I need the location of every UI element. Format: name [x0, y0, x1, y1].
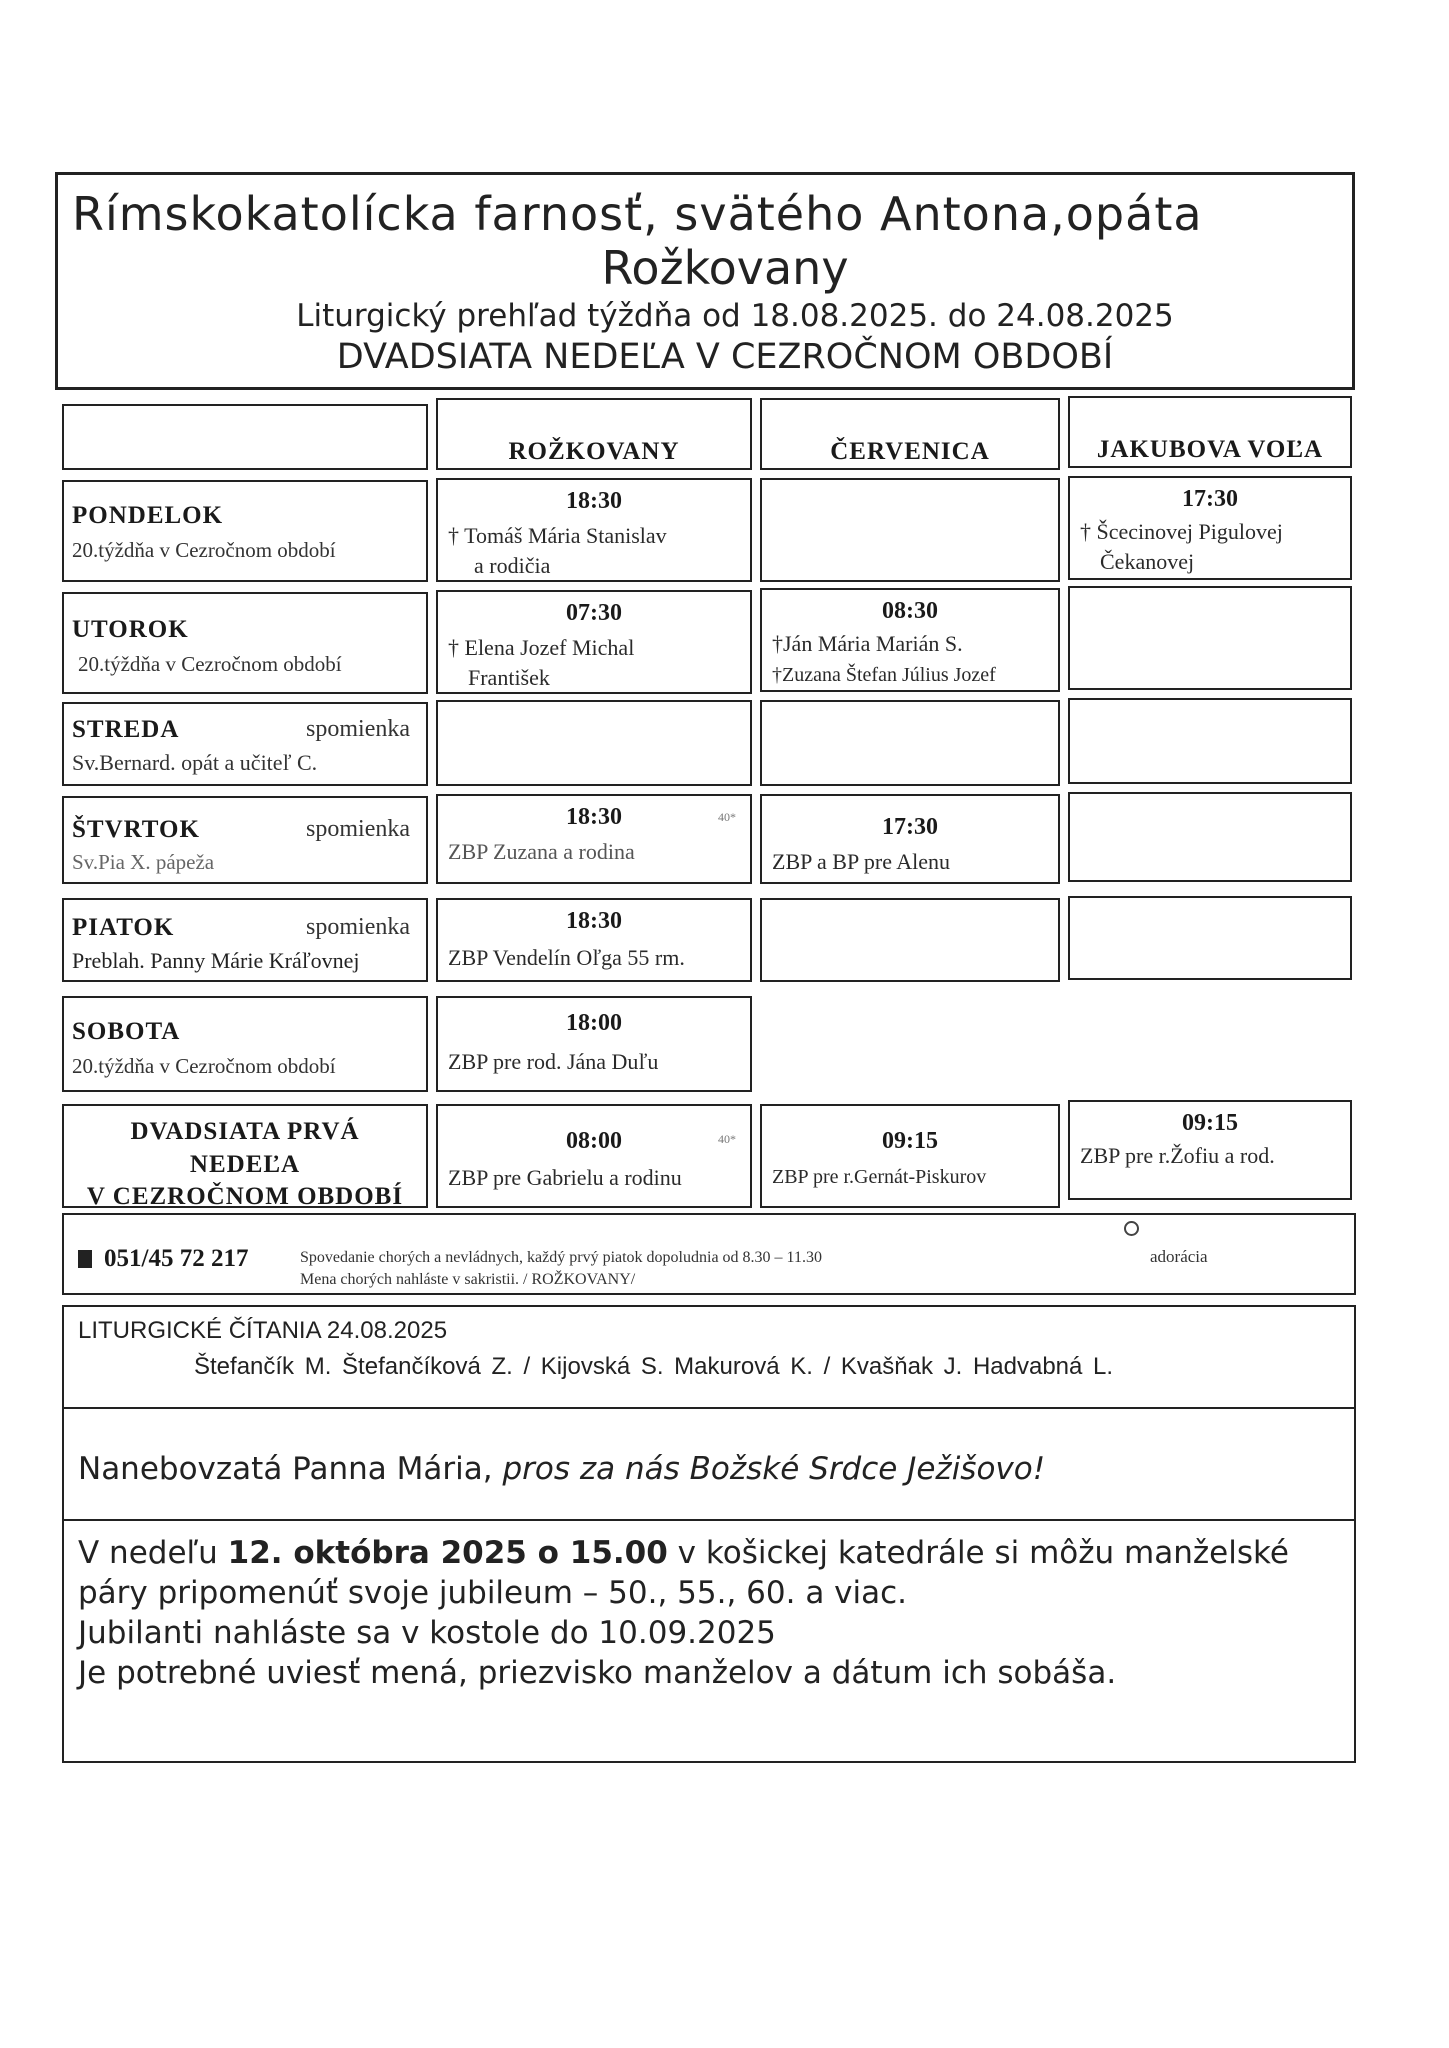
mass-cell-sunday-jakubova-vola: [1068, 1100, 1352, 1200]
day-note: spomienka: [306, 914, 410, 940]
adoration-label: adorácia: [1150, 1247, 1208, 1266]
divider: [64, 1519, 1354, 1521]
corner-cell: [62, 404, 428, 470]
mass-cell-thursday-jakubova-vola: [1068, 792, 1352, 882]
mass-intention: ZBP pre rod. Jána Duľu: [448, 1049, 659, 1074]
parish-title: Rímskokatolícka farnosť, svätého Antona,opáta: [72, 187, 1203, 241]
mass-cell-sunday-cervenica: [760, 1104, 1060, 1208]
mass-cell-friday-rozkovany: [436, 898, 752, 982]
day-cell-monday: [62, 480, 428, 582]
mass-cell-friday-cervenica: [760, 898, 1060, 982]
divider: [64, 1407, 1354, 1409]
day-subtitle: 20.týždňa v Cezročnom období: [72, 538, 336, 562]
town-title: Rožkovany: [601, 241, 849, 295]
attendance-note: 40*: [718, 810, 736, 824]
day-cell-sunday: [62, 1104, 428, 1208]
day-name: ŠTVRTOK: [72, 816, 200, 843]
column-header-cervenica: [760, 398, 1060, 470]
mass-intention: †Ján Mária Marián S.: [772, 631, 963, 656]
announcement-text: V nedeľu: [78, 1535, 228, 1571]
mass-intention-continued: František: [468, 665, 550, 690]
day-subtitle: 20.týždňa v Cezročnom období: [78, 652, 342, 676]
contact-box: [62, 1213, 1356, 1295]
day-cell-saturday: [62, 996, 428, 1092]
day-name: STREDA: [72, 716, 180, 743]
mass-time: 08:00: [566, 1128, 622, 1154]
phone-line: [78, 1245, 248, 1273]
sunday-name-line: DVADSIATA PRVÁ: [130, 1118, 360, 1145]
circle-icon: [1124, 1221, 1139, 1236]
mass-cell-sunday-rozkovany: [436, 1104, 752, 1208]
column-header-jakubova-vola: [1068, 396, 1352, 468]
day-subtitle: Sv.Bernard. opát a učiteľ C.: [72, 750, 318, 775]
mass-intention-continued: Čekanovej: [1100, 549, 1195, 574]
week-overview: Liturgický prehľad týždňa od 18.08.2025. do 24.08.2025: [296, 298, 1174, 334]
week-title: DVADSIATA NEDEĽA V CEZROČNOM OBDOBÍ: [336, 337, 1114, 377]
mass-cell-wednesday-jakubova-vola: [1068, 698, 1352, 784]
readers-list: Štefančík M. Štefančíková Z. / Kijovská S. Makurová K. / Kvašňak J. Hadvabná L.: [194, 1353, 1114, 1380]
column-header-label: ROŽKOVANY: [508, 438, 680, 465]
mass-intention: ZBP pre r.Žofiu a rod.: [1080, 1143, 1275, 1168]
mass-intention: † Tomáš Mária Stanislav: [448, 523, 667, 548]
column-header-label: JAKUBOVA VOĽA: [1096, 436, 1324, 463]
confession-note: Spovedanie chorých a nevládnych, každý prvý piatok dopoludnia od 8.30 – 11.30: [300, 1249, 822, 1266]
mass-intention: † Šcecinovej Pigulovej: [1080, 519, 1283, 544]
attendance-note: 40*: [718, 1132, 736, 1146]
mass-intention-continued: a rodičia: [474, 553, 551, 578]
day-note: spomienka: [306, 716, 410, 742]
sunday-name-line: NEDEĽA: [189, 1150, 301, 1178]
mass-cell-monday-jakubova-vola: [1068, 476, 1352, 580]
mass-cell-thursday-cervenica: [760, 794, 1060, 884]
sunday-name: [64, 1116, 426, 1214]
day-subtitle: 20.týždňa v Cezročnom období: [72, 1054, 336, 1078]
parish-header: [55, 172, 1355, 390]
day-subtitle: Sv.Pia X. pápeža: [72, 850, 215, 874]
day-name: UTOROK: [72, 616, 189, 643]
readings-title: LITURGICKÉ ČÍTANIA 24.08.2025: [78, 1317, 448, 1344]
mass-time: 09:15: [882, 1128, 938, 1154]
day-name: PONDELOK: [72, 502, 224, 529]
mass-intention: † Elena Jozef Michal: [448, 635, 635, 660]
day-note: spomienka: [306, 816, 410, 842]
jubilee-announcement: [78, 1533, 1289, 1693]
mass-intention: ZBP Vendelín Oľga 55 rm.: [448, 945, 685, 970]
announcement-line: Jubilanti nahláste sa v kostole do 10.09.2025: [78, 1615, 776, 1651]
announcement-line: páry pripomenúť svoje jubileum – 50., 55., 60. a viac.: [78, 1575, 908, 1611]
mass-time: 18:30: [566, 908, 622, 934]
announcement-line: Je potrebné uviesť mená, priezvisko manželov a dátum ich sobáša.: [78, 1655, 1117, 1691]
day-cell-tuesday: [62, 592, 428, 694]
day-name: SOBOTA: [72, 1018, 181, 1045]
day-cell-thursday: [62, 796, 428, 884]
mass-intention: ZBP pre r.Gernát-Piskurov: [772, 1166, 987, 1188]
mass-cell-thursday-rozkovany: [436, 794, 752, 884]
mass-cell-tuesday-cervenica: [760, 588, 1060, 692]
mass-cell-wednesday-rozkovany: [436, 700, 752, 786]
prayer-italic: pros za nás Božské Srdce Ježišovo!: [502, 1451, 1046, 1487]
mass-time: 17:30: [1182, 486, 1238, 512]
announcement-line: [78, 1533, 1289, 1573]
telephone-icon: [78, 1250, 92, 1268]
mass-intention: ZBP a BP pre Alenu: [772, 849, 951, 874]
mass-cell-saturday-rozkovany: [436, 996, 752, 1092]
mass-cell-tuesday-rozkovany: [436, 590, 752, 694]
notices-box: [62, 1305, 1356, 1763]
mass-intention: ZBP Zuzana a rodina: [448, 839, 635, 864]
day-cell-wednesday: [62, 702, 428, 786]
mass-intention: ZBP pre Gabrielu a rodinu: [448, 1165, 682, 1190]
day-name: PIATOK: [72, 914, 175, 941]
mass-cell-tuesday-jakubova-vola: [1068, 586, 1352, 690]
mass-cell-monday-rozkovany: [436, 478, 752, 582]
mass-cell-monday-cervenica: [760, 478, 1060, 582]
sick-names-note: Mena chorých nahláste v sakristii. / ROŽKOVANY/: [300, 1271, 636, 1288]
mass-time: 07:30: [566, 600, 622, 626]
column-header-rozkovany: [436, 398, 752, 470]
mass-time: 18:00: [566, 1010, 622, 1036]
mass-intention-continued: †Zuzana Štefan Július Jozef: [772, 664, 996, 686]
mass-time: 18:30: [566, 804, 622, 830]
mass-cell-wednesday-cervenica: [760, 700, 1060, 786]
mass-time: 18:30: [566, 488, 622, 514]
day-cell-friday: [62, 898, 428, 982]
prayer-plain: Nanebovzatá Panna Mária,: [78, 1451, 493, 1487]
mass-time: 17:30: [882, 814, 938, 840]
mass-time: 08:30: [882, 598, 938, 624]
mass-time: 09:15: [1182, 1110, 1238, 1136]
announcement-text: v košickej katedrále si môžu manželské: [667, 1535, 1289, 1571]
phone-number: 051/45 72 217: [104, 1245, 249, 1272]
day-subtitle: Preblah. Panny Márie Kráľovnej: [72, 948, 360, 973]
announcement-date: 12. októbra 2025 o 15.00: [227, 1535, 668, 1571]
mass-cell-friday-jakubova-vola: [1068, 896, 1352, 980]
sunday-name-line: V CEZROČNOM OBDOBÍ: [86, 1183, 404, 1210]
prayer-line: [78, 1451, 1045, 1487]
column-header-label: ČERVENICA: [830, 438, 990, 465]
